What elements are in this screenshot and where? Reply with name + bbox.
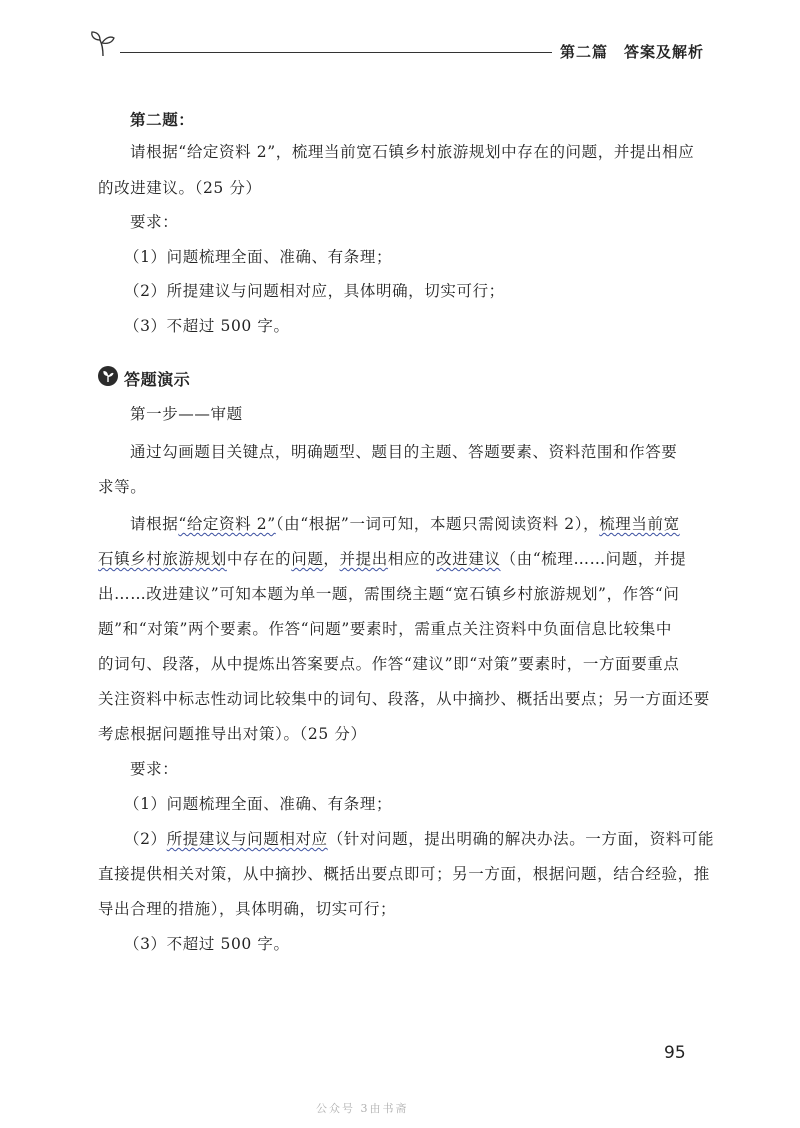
analysis-text: 请根据 [130,515,179,533]
sprout-icon [88,28,118,58]
step-title: 第一步——审题 [130,405,243,423]
analysis-text: （由“梳理……问题，并提 [500,550,687,568]
analysis-line-2 [98,547,686,569]
question-line-2: 的改进建议。（25 分） [98,179,262,197]
question-req-label: 要求： [130,213,179,231]
analysis-line-5: 的词句、段落，从中提炼出答案要点。作答“建议”即“对策”要素时，一方面要重点 [98,655,680,673]
analysis-req-2-line-3: 导出合理的措施），具体明确，切实可行； [98,900,397,918]
analysis-line-4: 题”和“对策”两个要素。作答“问题”要素时，需重点关注资料中负面信息比较集中 [98,620,672,638]
leaf-badge-icon [98,366,118,386]
question-req-3: （3）不超过 500 字。 [124,317,290,335]
underlined-keyword: 改进建议 [436,550,501,568]
header-rule [120,52,552,53]
analysis-line-3: 出……改进建议”可知本题为单一题，需围绕主题“宽石镇乡村旅游规划”，作答“问 [98,585,680,603]
analysis-text: （针对问题，提出明确的解决办法。一方面，资料可能 [327,830,715,848]
question-req-1: （1）问题梳理全面、准确、有条理； [124,248,393,266]
analysis-line-7: 考虑根据问题推导出对策）。（25 分） [98,725,367,743]
section-title: 答题演示 [124,370,191,389]
analysis-req-label: 要求： [130,760,179,778]
analysis-text: （由“根据”一词可知，本题只需阅读资料 2）， [275,515,600,533]
page-number: 95 [664,1043,686,1063]
underlined-keyword: 所提建议与问题相对应 [166,830,328,848]
underlined-keyword: 梳理当前宽 [599,515,680,533]
question-req-2: （2）所提建议与问题相对应，具体明确，切实可行； [124,282,505,300]
intro-line-1: 通过勾画题目关键点，明确题型、题目的主题、答题要素、资料范围和作答要 [130,443,678,461]
underlined-keyword: “给定资料 2” [178,515,276,533]
analysis-req-2 [124,827,714,849]
analysis-req-3: （3）不超过 500 字。 [124,935,290,953]
analysis-line-1 [130,512,680,534]
watermark: 公众号 3由书斋 [316,1102,409,1115]
analysis-req-2-line-2: 直接提供相关对策，从中摘抄、概括出要点即可；另一方面，根据问题，结合经验，推 [98,865,710,883]
header-title: 第二篇 答案及解析 [560,43,705,61]
analysis-text: ， [323,550,340,568]
analysis-text: 相应的 [387,550,437,568]
intro-line-2: 求等。 [98,478,147,496]
underlined-keyword: 并提出 [339,550,388,568]
analysis-text: 中存在的 [226,550,292,568]
analysis-line-6: 关注资料中标志性动词比较集中的词句、段落，从中摘抄、概括出要点；另一方面还要 [98,690,710,708]
underlined-keyword: 石镇乡村旅游规划 [98,550,227,568]
analysis-text: （2） [124,830,167,848]
question-line-1: 请根据“给定资料 2”，梳理当前宽石镇乡村旅游规划中存在的问题，并提出相应 [130,143,695,161]
question-heading: 第二题： [130,111,195,129]
analysis-req-1: （1）问题梳理全面、准确、有条理； [124,795,393,813]
underlined-keyword: 问题 [291,550,324,568]
